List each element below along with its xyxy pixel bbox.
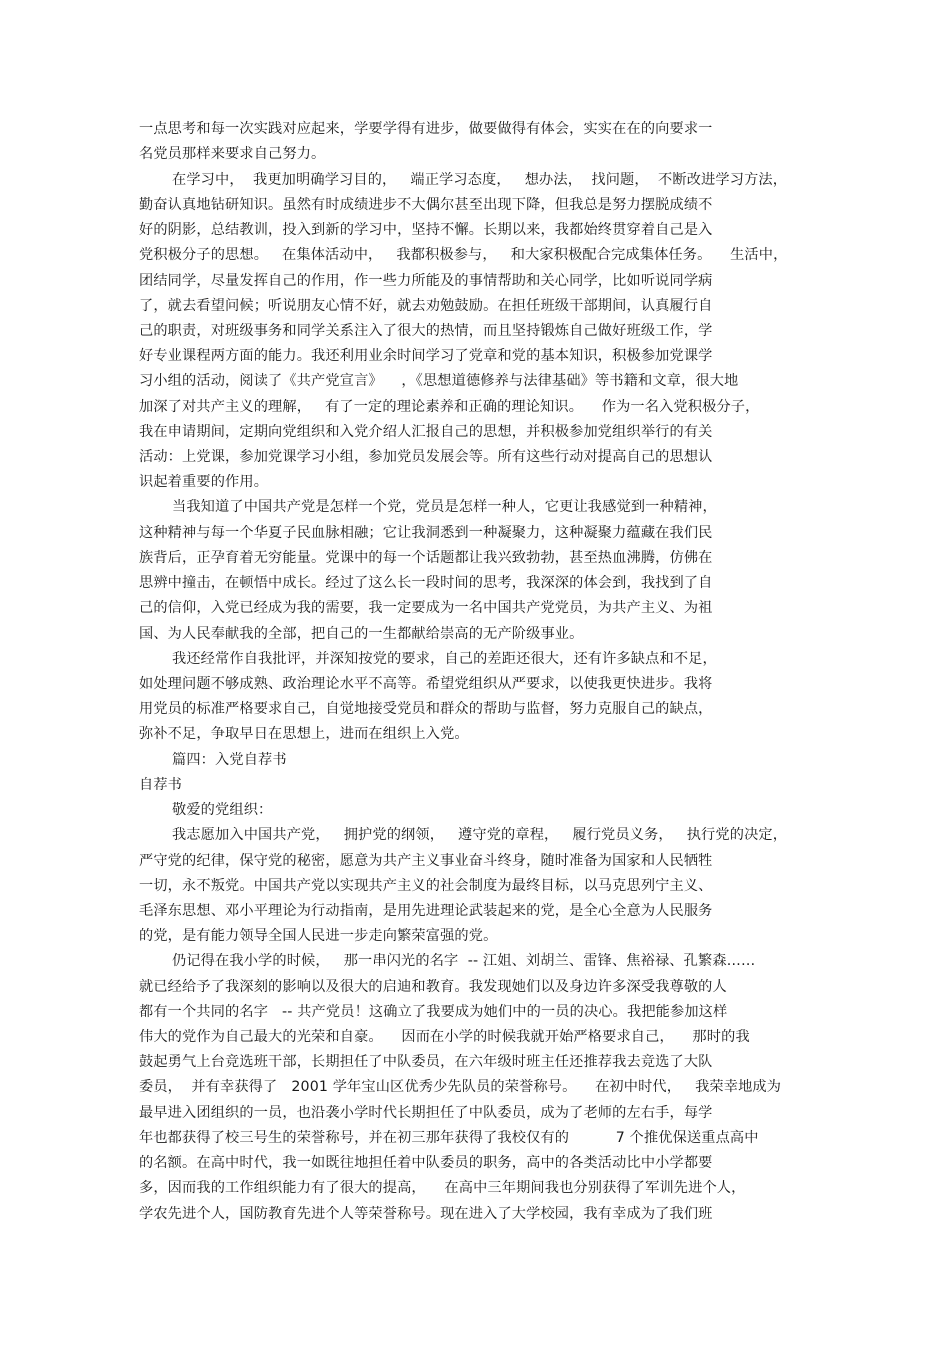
text-line: 活动：上党课，参加党课学习小组，参加党员发展会等。所有这些行动对提高自己的思想认 bbox=[139, 449, 713, 465]
letter-salutation: 敬爱的党组织： bbox=[172, 802, 273, 818]
text-line: 严守党的纪律，保守党的秘密，愿意为共产主义事业奋斗终身，随时准备为国家和人民牺牲 bbox=[139, 853, 713, 869]
text-line: 一切，永不叛党。中国共产党以实现共产主义的社会制度为最终目标，以马克思列宁主义、 bbox=[139, 878, 713, 894]
text-line: 毛泽东思想、邓小平理论为行动指南，是用先进理论武装起来的党，是全心全意为人民服务 bbox=[139, 903, 713, 919]
text-line: 都有一个共同的名字 -- 共产党员！这确立了我要成为她们中的一员的决心。我把能参加这样 bbox=[139, 1004, 728, 1020]
text-line: 思辨中撞击，在顿悟中成长。经过了这么长一段时间的思考，我深深的体会到，我找到了自 bbox=[139, 575, 713, 591]
text-line: 弥补不足，争取早日在思想上，进而在组织上入党。 bbox=[139, 726, 469, 742]
text-line: 伟大的党作为自己最大的光荣和自豪。 因而在小学的时候我就开始严格要求自己， 那时的我 bbox=[139, 1029, 750, 1045]
text-line: 我志愿加入中国共产党， 拥护党的纲领， 遵守党的章程， 履行党员义务， 执行党的决定， bbox=[172, 827, 788, 843]
text-line: 团结同学，尽量发挥自己的作用，作一些力所能及的事情帮助和关心同学，比如听说同学病 bbox=[139, 273, 713, 289]
text-line: 鼓起勇气上台竞选班干部，长期担任了中队委员，在六年级时班主任还推荐我去竞选了大队 bbox=[139, 1054, 713, 1070]
text-line: 就已经给予了我深刻的影响以及很大的启迪和教育。我发现她们以及身边许多深受我尊敬的人 bbox=[139, 979, 727, 995]
text-line: 好的阴影，总结教训，投入到新的学习中，坚持不懈。长期以来，我都始终贯穿着自己是入 bbox=[139, 222, 713, 238]
text-line: 委员， 并有幸获得了 2001 学年宝山区优秀少先队员的荣誉称号。 在初中时代， 我荣幸地成为 bbox=[139, 1079, 782, 1095]
text-line: 用党员的标准严格要求自己，自觉地接受党员和群众的帮助与监督，努力克服自己的缺点， bbox=[139, 701, 713, 717]
text-line: 了，就去看望问候；听说朋友心情不好，就去劝勉鼓励。在担任班级干部期间，认真履行自 bbox=[139, 298, 713, 314]
text-line: 这种精神与每一个华夏子民血脉相融；它让我洞悉到一种凝聚力，这种凝聚力蕴藏在我们民 bbox=[139, 525, 713, 541]
text-line: 国、为人民奉献我的全部，把自己的一生都献给崇高的无产阶级事业。 bbox=[139, 626, 584, 642]
text-line: 仍记得在我小学的时候， 那一串闪光的名字 -- 江姐、刘胡兰、雷锋、焦裕禄、孔繁森…… bbox=[172, 953, 756, 969]
text-line: 习小组的活动，阅读了《共产党宣言》 ，《思想道德修养与法律基础》等书籍和文章，很大地 bbox=[139, 373, 739, 389]
text-line: 好专业课程两方面的能力。我还利用业余时间学习了党章和党的基本知识，积极参加党课学 bbox=[139, 348, 713, 364]
text-line: 的名额。在高中时代，我一如既往地担任着中队委员的职务，高中的各类活动比中小学都要 bbox=[139, 1155, 713, 1171]
text-line: 我在申请期间，定期向党组织和入党介绍人汇报自己的思想，并积极参加党组织举行的有关 bbox=[139, 424, 713, 440]
text-line: 在学习中， 我更加明确学习目的， 端正学习态度， 想办法， 找问题， 不断改进学习方法， bbox=[172, 172, 788, 188]
section-heading: 篇四：入党自荐书 bbox=[172, 752, 287, 768]
text-line: 当我知道了中国共产党是怎样一个党，党员是怎样一种人，它更让我感觉到一种精神， bbox=[172, 499, 717, 515]
text-line: 族背后，正孕育着无穷能量。党课中的每一个话题都让我兴致勃勃，甚至热血沸腾，仿佛在 bbox=[139, 550, 713, 566]
text-line: 己的职责，对班级事务和同学关系注入了很大的热情，而且坚持锻炼自己做好班级工作，学 bbox=[139, 323, 713, 339]
text-line: 的党，是有能力领导全国人民进一步走向繁荣富强的党。 bbox=[139, 928, 498, 944]
text-line: 我还经常作自我批评，并深知按党的要求，自己的差距还很大，还有许多缺点和不足， bbox=[172, 651, 717, 667]
text-line: 如处理问题不够成熟、政治理论水平不高等。希望党组织从严要求，以使我更快进步。我将 bbox=[139, 676, 713, 692]
text-line: 识起着重要的作用。 bbox=[139, 474, 269, 490]
text-line: 年也都获得了校三号生的荣誉称号，并在初三那年获得了我校仅有的 7 个推优保送重点高中 bbox=[139, 1130, 759, 1146]
text-line: 党积极分子的思想。 在集体活动中， 我都积极参与， 和大家积极配合完成集体任务。 生活中， bbox=[139, 247, 788, 263]
text-line: 多，因而我的工作组织能力有了很大的提高， 在高中三年期间我也分别获得了军训先进个人， bbox=[139, 1180, 746, 1196]
text-line: 己的信仰，入党已经成为我的需要，我一定要成为一名中国共产党党员，为共产主义、为祖 bbox=[139, 600, 713, 616]
text-line: 勤奋认真地钻研知识。虽然有时成绩进步不大偶尔甚至出现下降，但我总是努力摆脱成绩不 bbox=[139, 197, 713, 213]
text-line: 一点思考和每一次实践对应起来，学要学得有进步，做要做得有体会，实实在在的向要求一 bbox=[139, 121, 713, 137]
text-line: 加深了对共产主义的理解， 有了一定的理论素养和正确的理论知识。 作为一名入党积极分子， bbox=[139, 399, 760, 415]
text-line: 学农先进个人，国防教育先进个人等荣誉称号。现在进入了大学校园，我有幸成为了我们班 bbox=[139, 1206, 713, 1222]
letter-title: 自荐书 bbox=[139, 777, 183, 793]
text-line: 名党员那样来要求自己努力。 bbox=[139, 146, 326, 162]
text-line: 最早进入团组织的一员，也沿袭小学时代长期担任了中队委员，成为了老师的左右手，每学 bbox=[139, 1105, 713, 1121]
